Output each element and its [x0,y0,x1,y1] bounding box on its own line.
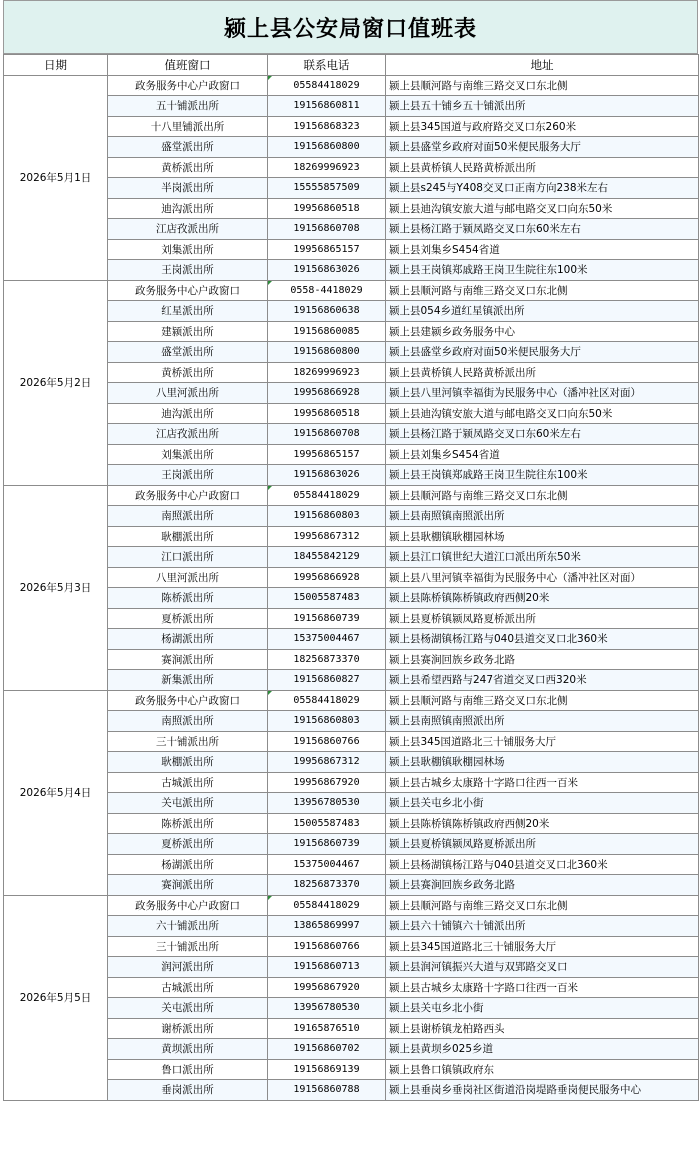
duty-window-cell: 陈桥派出所 [108,813,268,834]
header-date: 日期 [4,55,108,76]
duty-window-cell: 刘集派出所 [108,239,268,260]
phone-cell: 19156860739 [268,834,386,855]
phone-cell: 05584418029 [268,485,386,506]
phone-cell: 19156863026 [268,465,386,486]
table-row [4,629,699,650]
address-cell: 颍上县八里河镇幸福街为民服务中心（潘冲社区对面） [386,383,699,404]
phone-cell: 19156869139 [268,1059,386,1080]
address-cell: 颍上县关屯乡北小街 [386,793,699,814]
duty-window-cell: 黄桥派出所 [108,157,268,178]
duty-window-cell: 江店孜派出所 [108,219,268,240]
duty-window-cell: 王岗派出所 [108,465,268,486]
phone-cell: 18455842129 [268,547,386,568]
duty-window-cell: 关屯派出所 [108,998,268,1019]
phone-cell: 19156860827 [268,670,386,691]
page-title: 颍上县公安局窗口值班表 [3,0,698,54]
duty-window-cell: 杨湖派出所 [108,629,268,650]
duty-window-cell: 江口派出所 [108,547,268,568]
table-row [4,834,699,855]
address-cell: 颍上县王岗镇郑戚路王岗卫生院往东100米 [386,465,699,486]
duty-window-cell: 盛堂派出所 [108,342,268,363]
table-row [4,752,699,773]
address-cell: 颍上县赛涧回族乡政务北路 [386,649,699,670]
address-cell: 颍上县谢桥镇龙柏路西头 [386,1018,699,1039]
table-row [4,75,699,96]
address-cell: 颍上县南照镇南照派出所 [386,711,699,732]
address-cell: 颍上县夏桥镇颍凤路夏桥派出所 [386,608,699,629]
table-row [4,895,699,916]
date-cell: 2026年5月2日 [4,280,108,485]
table-row [4,301,699,322]
phone-cell: 13865869997 [268,916,386,937]
duty-window-cell: 王岗派出所 [108,260,268,281]
date-cell: 2026年5月3日 [4,485,108,690]
table-row [4,506,699,527]
phone-cell: 19156860085 [268,321,386,342]
table-row [4,321,699,342]
phone-cell: 19156860739 [268,608,386,629]
roster-body [4,75,699,1100]
address-cell: 颍上县盛堂乡政府对面50米便民服务大厅 [386,342,699,363]
table-row [4,670,699,691]
phone-cell: 19165876510 [268,1018,386,1039]
address-cell: 颍上县盛堂乡政府对面50米便民服务大厅 [386,137,699,158]
phone-cell: 05584418029 [268,895,386,916]
address-cell: 颍上县杨江路于颍凤路交叉口东60米左右 [386,219,699,240]
phone-cell: 19956867312 [268,752,386,773]
table-row [4,875,699,896]
table-row [4,1039,699,1060]
table-row [4,547,699,568]
address-cell: 颍上县迪沟镇安旅大道与邮电路交叉口向东50米 [386,403,699,424]
phone-cell: 18269996923 [268,362,386,383]
phone-cell: 19956867920 [268,977,386,998]
duty-window-cell: 赛涧派出所 [108,649,268,670]
address-cell: 颍上县关屯乡北小街 [386,998,699,1019]
table-row [4,219,699,240]
address-cell: 颍上县054乡道红星镇派出所 [386,301,699,322]
table-row [4,690,699,711]
phone-cell: 19956867312 [268,526,386,547]
duty-window-cell: 八里河派出所 [108,567,268,588]
duty-table [3,54,699,1101]
duty-window-cell: 盛堂派出所 [108,137,268,158]
phone-cell: 19956865157 [268,239,386,260]
duty-window-cell: 夏桥派出所 [108,608,268,629]
table-row [4,198,699,219]
table-row [4,936,699,957]
address-cell: 颍上县垂岗乡垂岗社区街道沿岗堤路垂岗便民服务中心 [386,1080,699,1101]
address-cell: 颍上县耿棚镇耿棚园林场 [386,526,699,547]
duty-window-cell: 鲁口派出所 [108,1059,268,1080]
duty-window-cell: 迪沟派出所 [108,198,268,219]
duty-window-cell: 六十铺派出所 [108,916,268,937]
duty-window-cell: 刘集派出所 [108,444,268,465]
address-cell: 颍上县建颍乡政务服务中心 [386,321,699,342]
table-row [4,342,699,363]
phone-cell: 19156860766 [268,731,386,752]
table-row [4,588,699,609]
duty-window-cell: 半岗派出所 [108,178,268,199]
phone-cell: 19956860518 [268,403,386,424]
table-row [4,772,699,793]
table-row [4,239,699,260]
phone-cell: 15005587483 [268,588,386,609]
phone-cell: 13956780530 [268,793,386,814]
phone-cell: 19956860518 [268,198,386,219]
table-row [4,998,699,1019]
phone-cell: 0558-4418029 [268,280,386,301]
duty-window-cell: 黄桥派出所 [108,362,268,383]
table-row [4,157,699,178]
duty-window-cell: 关屯派出所 [108,793,268,814]
phone-cell: 19156860800 [268,342,386,363]
table-row [4,916,699,937]
duty-window-cell: 江店孜派出所 [108,424,268,445]
duty-window-cell: 三十铺派出所 [108,936,268,957]
duty-window-cell: 夏桥派出所 [108,834,268,855]
address-cell: 颍上县古城乡太康路十字路口往西一百米 [386,772,699,793]
phone-cell: 18269996923 [268,157,386,178]
address-cell: 颍上县陈桥镇陈桥镇政府西侧20米 [386,588,699,609]
phone-cell: 15005587483 [268,813,386,834]
phone-cell: 19156860708 [268,424,386,445]
duty-window-cell: 建颍派出所 [108,321,268,342]
phone-cell: 19156860708 [268,219,386,240]
phone-cell: 19156860766 [268,936,386,957]
table-row [4,485,699,506]
phone-cell: 15555857509 [268,178,386,199]
address-cell: 颍上县黄坝乡025乡道 [386,1039,699,1060]
table-row [4,403,699,424]
phone-cell: 19156860702 [268,1039,386,1060]
date-cell: 2026年5月4日 [4,690,108,895]
duty-window-cell: 政务服务中心户政窗口 [108,280,268,301]
date-cell: 2026年5月5日 [4,895,108,1100]
phone-cell: 19156860788 [268,1080,386,1101]
table-row [4,567,699,588]
phone-cell: 19156860803 [268,506,386,527]
table-row [4,793,699,814]
address-cell: 颍上县江口镇世纪大道江口派出所东50米 [386,547,699,568]
phone-cell: 18256873370 [268,649,386,670]
table-row [4,711,699,732]
address-cell: 颍上县刘集乡S454省道 [386,239,699,260]
duty-window-cell: 耿棚派出所 [108,526,268,547]
address-cell: 颍上县345国道与政府路交叉口东260米 [386,116,699,137]
table-row [4,977,699,998]
duty-window-cell: 陈桥派出所 [108,588,268,609]
duty-window-cell: 政务服务中心户政窗口 [108,485,268,506]
address-cell: 颍上县黄桥镇人民路黄桥派出所 [386,362,699,383]
table-row [4,260,699,281]
duty-window-cell: 南照派出所 [108,506,268,527]
duty-window-cell: 十八里铺派出所 [108,116,268,137]
address-cell: 颍上县345国道路北三十铺服务大厅 [386,731,699,752]
phone-cell: 19156860800 [268,137,386,158]
table-row [4,649,699,670]
address-cell: 颍上县希望西路与247省道交叉口西320米 [386,670,699,691]
duty-window-cell: 赛涧派出所 [108,875,268,896]
duty-window-cell: 政务服务中心户政窗口 [108,75,268,96]
duty-window-cell: 三十铺派出所 [108,731,268,752]
header-address: 地址 [386,55,699,76]
phone-cell: 19156863026 [268,260,386,281]
address-cell: 颍上县345国道路北三十铺服务大厅 [386,936,699,957]
duty-window-cell: 耿棚派出所 [108,752,268,773]
address-cell: 颍上县杨湖镇杨江路与040县道交叉口北360米 [386,854,699,875]
phone-cell: 19156860638 [268,301,386,322]
header-window: 值班窗口 [108,55,268,76]
address-cell: 颍上县古城乡太康路十字路口往西一百米 [386,977,699,998]
header-row [4,55,699,76]
phone-cell: 19156860811 [268,96,386,117]
table-row [4,137,699,158]
duty-window-cell: 红星派出所 [108,301,268,322]
duty-window-cell: 古城派出所 [108,977,268,998]
address-cell: 颍上县黄桥镇人民路黄桥派出所 [386,157,699,178]
phone-cell: 19156860713 [268,957,386,978]
table-row [4,526,699,547]
phone-cell: 05584418029 [268,75,386,96]
address-cell: 颍上县s245与Y408交叉口正南方向238米左右 [386,178,699,199]
table-row [4,362,699,383]
duty-roster-sheet [3,0,698,1101]
phone-cell: 19156868323 [268,116,386,137]
address-cell: 颍上县六十铺镇六十铺派出所 [386,916,699,937]
phone-cell: 18256873370 [268,875,386,896]
phone-cell: 05584418029 [268,690,386,711]
table-row [4,96,699,117]
address-cell: 颍上县杨湖镇杨江路与040县道交叉口北360米 [386,629,699,650]
address-cell: 颍上县顺河路与南维三路交叉口东北侧 [386,895,699,916]
phone-cell: 19956865157 [268,444,386,465]
phone-cell: 15375004467 [268,629,386,650]
address-cell: 颍上县赛涧回族乡政务北路 [386,875,699,896]
table-row [4,608,699,629]
phone-cell: 19956867920 [268,772,386,793]
table-row [4,178,699,199]
address-cell: 颍上县顺河路与南维三路交叉口东北侧 [386,75,699,96]
table-row [4,957,699,978]
phone-cell: 19956866928 [268,383,386,404]
address-cell: 颍上县鲁口镇镇政府东 [386,1059,699,1080]
phone-cell: 15375004467 [268,854,386,875]
table-row [4,116,699,137]
address-cell: 颍上县润河镇振兴大道与双郢路交叉口 [386,957,699,978]
duty-window-cell: 南照派出所 [108,711,268,732]
table-row [4,854,699,875]
table-row [4,1080,699,1101]
address-cell: 颍上县五十铺乡五十铺派出所 [386,96,699,117]
address-cell: 颍上县杨江路于颍凤路交叉口东60米左右 [386,424,699,445]
address-cell: 颍上县耿棚镇耿棚园林场 [386,752,699,773]
header-phone: 联系电话 [268,55,386,76]
duty-window-cell: 政务服务中心户政窗口 [108,895,268,916]
duty-window-cell: 谢桥派出所 [108,1018,268,1039]
date-cell: 2026年5月1日 [4,75,108,280]
table-row [4,444,699,465]
phone-cell: 19956866928 [268,567,386,588]
duty-window-cell: 杨湖派出所 [108,854,268,875]
table-row [4,813,699,834]
table-row [4,1018,699,1039]
duty-window-cell: 古城派出所 [108,772,268,793]
address-cell: 颍上县顺河路与南维三路交叉口东北侧 [386,280,699,301]
table-row [4,465,699,486]
duty-window-cell: 五十铺派出所 [108,96,268,117]
phone-cell: 13956780530 [268,998,386,1019]
address-cell: 颍上县夏桥镇颍凤路夏桥派出所 [386,834,699,855]
address-cell: 颍上县刘集乡S454省道 [386,444,699,465]
address-cell: 颍上县迪沟镇安旅大道与邮电路交叉口向东50米 [386,198,699,219]
address-cell: 颍上县八里河镇幸福街为民服务中心（潘冲社区对面） [386,567,699,588]
duty-window-cell: 垂岗派出所 [108,1080,268,1101]
duty-window-cell: 黄坝派出所 [108,1039,268,1060]
phone-cell: 19156860803 [268,711,386,732]
address-cell: 颍上县王岗镇郑戚路王岗卫生院往东100米 [386,260,699,281]
address-cell: 颍上县顺河路与南维三路交叉口东北侧 [386,485,699,506]
duty-window-cell: 新集派出所 [108,670,268,691]
table-row [4,1059,699,1080]
duty-window-cell: 润河派出所 [108,957,268,978]
duty-window-cell: 八里河派出所 [108,383,268,404]
table-row [4,383,699,404]
table-row [4,731,699,752]
address-cell: 颍上县陈桥镇陈桥镇政府西侧20米 [386,813,699,834]
duty-window-cell: 迪沟派出所 [108,403,268,424]
address-cell: 颍上县顺河路与南维三路交叉口东北侧 [386,690,699,711]
table-row [4,280,699,301]
address-cell: 颍上县南照镇南照派出所 [386,506,699,527]
table-row [4,424,699,445]
duty-window-cell: 政务服务中心户政窗口 [108,690,268,711]
